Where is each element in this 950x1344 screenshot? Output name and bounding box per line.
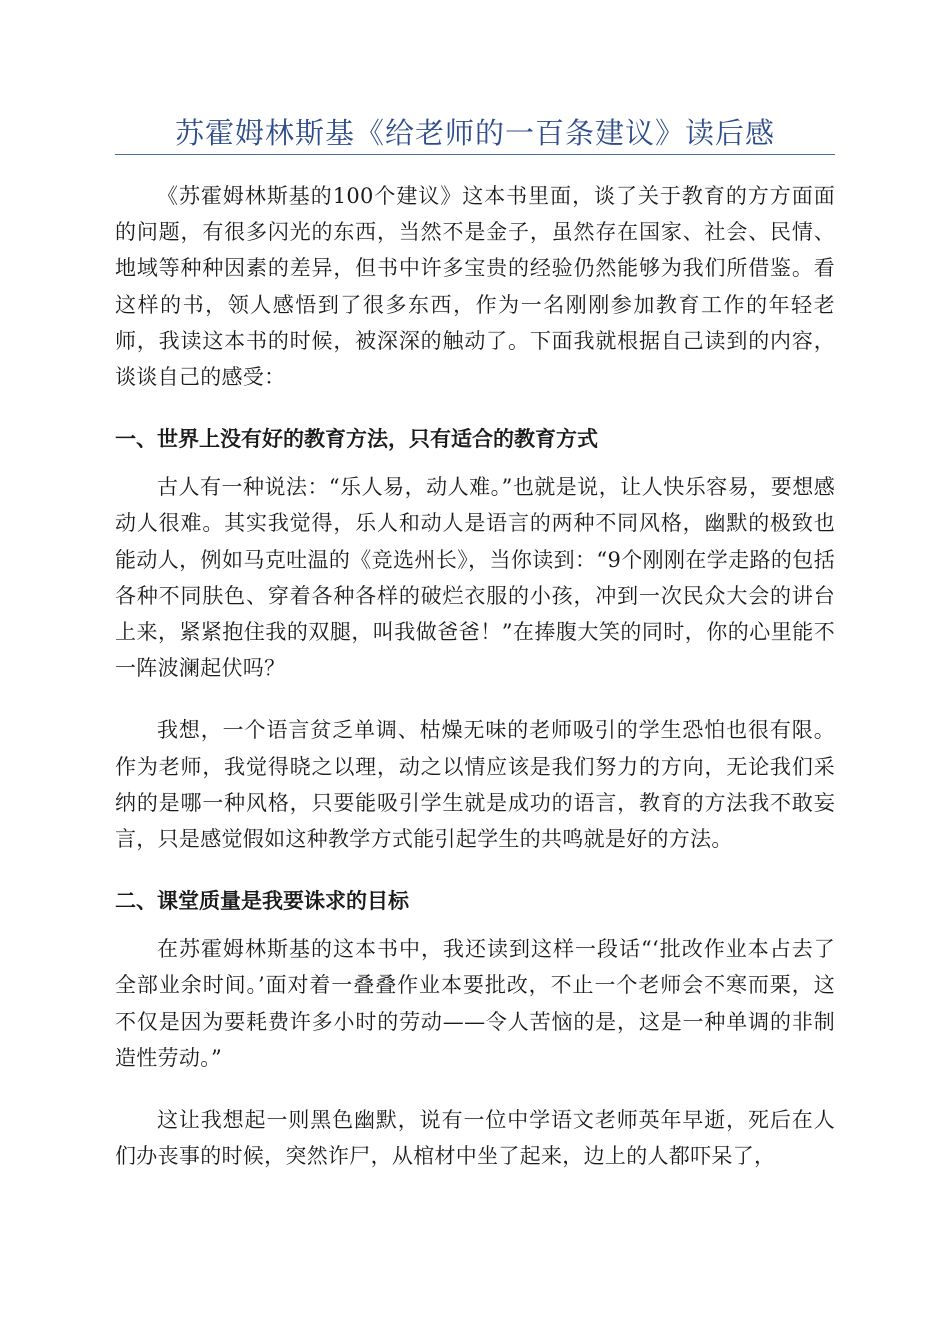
section-1-heading: 一、世界上没有好的教育方法，只有适合的教育方式 bbox=[115, 427, 598, 452]
section-2-paragraph-1: 在苏霍姆林斯基的这本书中，我还读到这样一段话“‘批改作业本占去了全部业余时间。’面对着一叠叠作业本要批改，不止一个老师会不寒而栗，这不仅是因为要耗费许多小时的劳动——令人苦恼的是，这是一种单调的非制造性劳动。” bbox=[115, 937, 835, 1070]
document-title: 苏霍姆林斯基《给老师的一百条建议》读后感 bbox=[174, 116, 775, 150]
intro-paragraph: 《苏霍姆林斯基的100个建议》这本书里面，谈了关于教育的方方面面的问题，有很多闪光的东西，当然不是金子，虽然存在国家、社会、民情、地域等种种因素的差异，但书中许多宝贵的经验仍然能够为我们所借鉴。看这样的书，领人感悟到了很多东西，作为一名刚刚参加教育工作的年轻老师，我读这本书的时候，被深深的触动了。下面我就根据自己读到的内容，谈谈自己的感受： bbox=[115, 184, 835, 390]
document-body bbox=[115, 178, 835, 1174]
section-1-paragraph-2: 我想，一个语言贫乏单调、枯燥无味的老师吸引的学生恐怕也很有限。作为老师，我觉得晓之以理，动之以情应该是我们努力的方向，无论我们采纳的是哪一种风格，只要能吸引学生就是成功的语言，教育的方法我不敢妄言，只是感觉假如这种教学方式能引起学生的共鸣就是好的方法。 bbox=[115, 718, 835, 852]
section-2-heading: 二、课堂质量是我要诛求的目标 bbox=[115, 889, 409, 914]
section-1-paragraph-1: 古人有一种说法：“乐人易，动人难。”也就是说，让人快乐容易，要想感动人很难。其实我觉得，乐人和动人是语言的两种不同风格，幽默的极致也能动人，例如马克吐温的《竞选州长》，当你读到：“9个刚刚在学走路的包括各种不同肤色、穿着各种各样的破烂衣服的小孩，冲到一次民众大会的讲台上来，紧紧抱住我的双腿，叫我做爸爸！”在捧腹大笑的同时，你的心里能不一阵波澜起伏吗？ bbox=[115, 475, 835, 681]
section-2-paragraph-2: 这让我想起一则黑色幽默，说有一位中学语文老师英年早逝，死后在人们办丧事的时候，突然诈尸，从棺材中坐了起来，边上的人都吓呆了， bbox=[115, 1108, 835, 1169]
title-underline bbox=[115, 154, 835, 155]
